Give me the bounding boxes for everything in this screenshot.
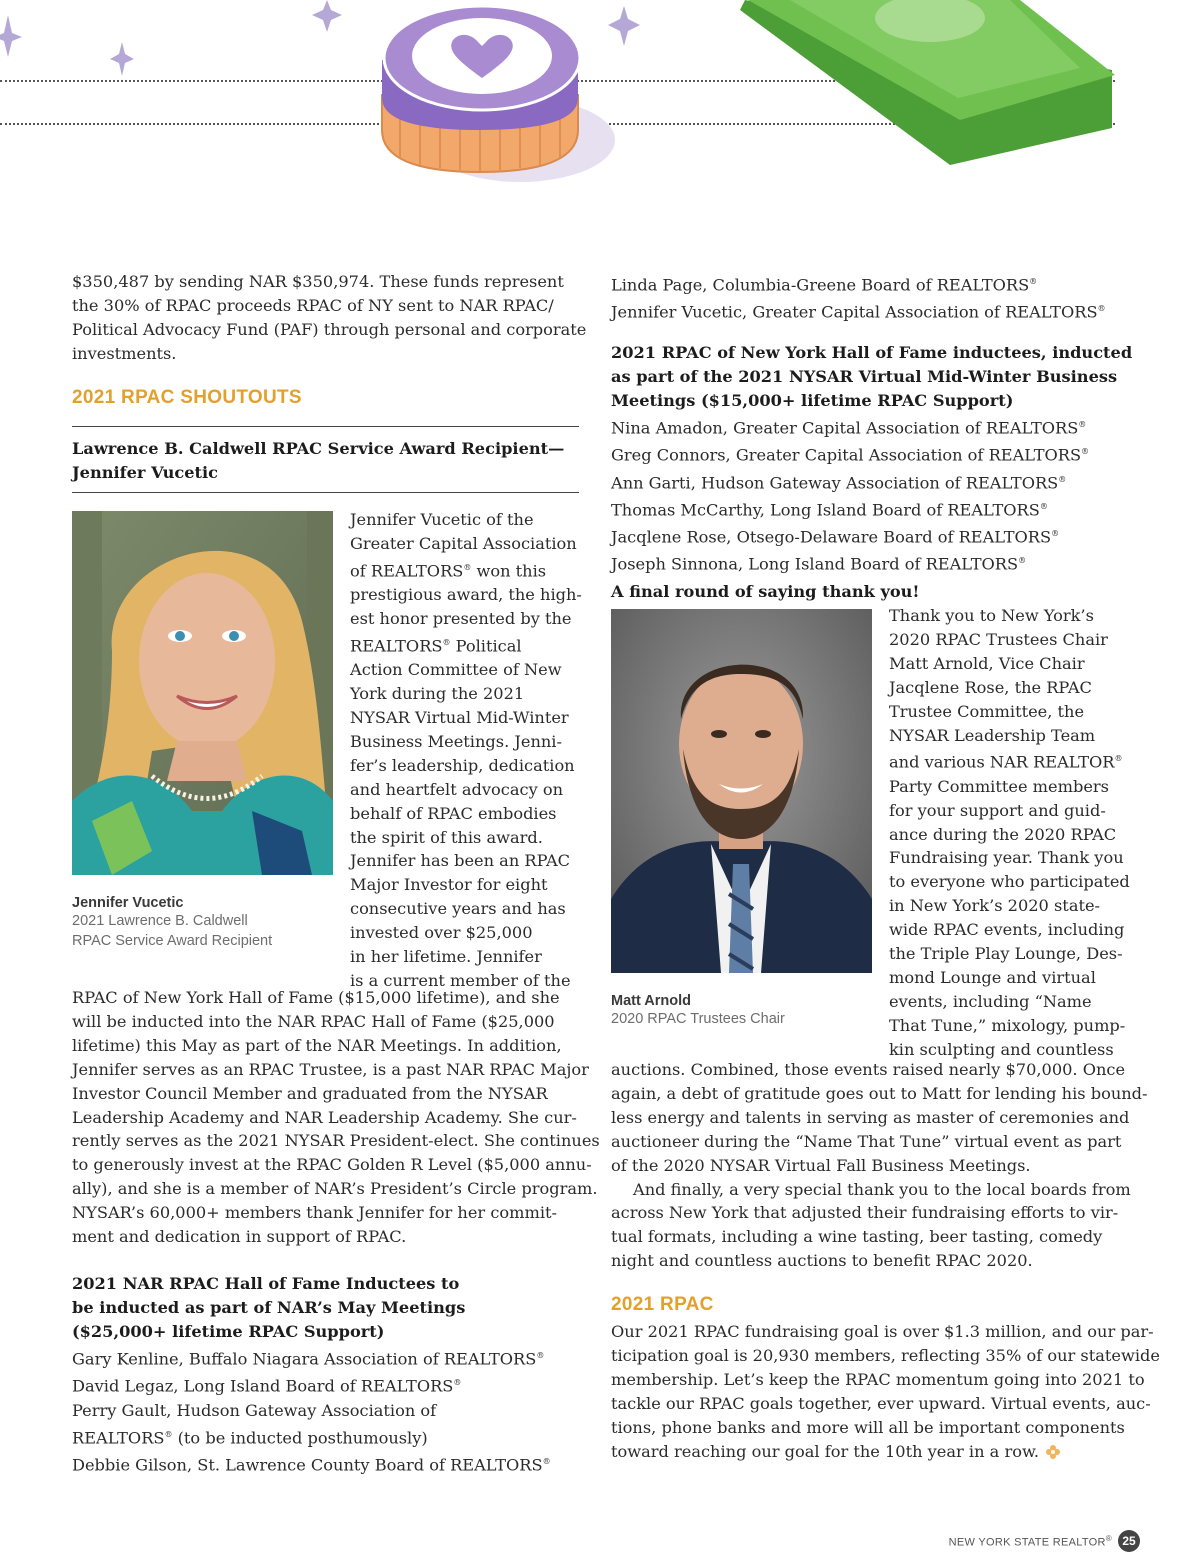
page-footer xyxy=(949,1530,1140,1552)
jennifer-full-text: RPAC of New York Hall of Fame ($15,000 lifetime), and she will be inducted into the NAR RPAC Hall of Fame ($25,000 lifetime) this May as part of the NAR Meetings. In addition, Jennifer serves as an RPAC Trustee, is a past NAR RPAC Major Investor Council Member and graduated from the NYSAR Leadership Academy and NAR Leadership Academy. She cur- rently serves as the 2021 NYSAR President-elect. She continues to generously invest at the RPAC Golden R Level ($5,000 annu- ally), and she is a member of NAR’s President’s Circle program. NYSAR’s 60,000+ members thank Jennifer for her commit- ment and dedication in support of RPAC. xyxy=(72,988,600,1247)
sparkle-icon xyxy=(0,15,22,57)
list-item: Greg Connors, Greater Capital Association of REALTORS® xyxy=(611,445,1090,465)
flower-end-mark-icon xyxy=(1046,1445,1060,1459)
list-item: Nina Amadon, Greater Capital Association of REALTORS® xyxy=(611,418,1087,438)
rpac-2021-heading: 2021 RPAC xyxy=(611,1294,714,1315)
nar-hall-of-fame-list xyxy=(72,1344,587,1477)
list-item: Ann Garti, Hudson Gateway Association of REALTORS® xyxy=(611,472,1067,492)
list-item: REALTORS® (to be inducted posthumously) xyxy=(72,1427,428,1447)
jennifer-caption: Jennifer Vucetic 2021 Lawrence B. Caldwell RPAC Service Award Recipient xyxy=(72,895,273,949)
list-item: Jennifer Vucetic, Greater Capital Association of REALTORS® xyxy=(611,302,1106,322)
list-item: Gary Kenline, Buffalo Niagara Association of REALTORS® xyxy=(72,1349,545,1369)
rpac-2021-text: Our 2021 RPAC fundraising goal is over $1.3 million, and our par- ticipation goal is 20,930 members, reflecting 35% of our statewide membership. Let’s keep the RPAC momentum going into 2021 to tackle our RPAC goals together, ever upward. Virtual events, auc- tions, phone banks and more will all be important components toward reaching our goal for the 10th year in a row. xyxy=(611,1322,1160,1461)
jennifer-side-text: Jennifer Vucetic of the Greater Capital Association of REALTORS® won this prestigious award, the high- est honor presented by the REALTORS® Political Action Committee of New York during the 2021 NYSAR Virtual Mid-Winter Business Meetings. Jenni- fer’s leadership, dedication and heartfelt advocacy on behalf of RPAC embodies the spirit of this award. Jennifer has been an RPAC Major Investor for eight consecutive years and has invested over $25,000 in her lifetime. Jennifer is a current member of the xyxy=(350,510,582,990)
shoutouts-heading: 2021 RPAC SHOUTOUTS xyxy=(72,387,302,408)
header-illustration xyxy=(0,0,1200,200)
coin-stack xyxy=(382,6,580,172)
thanks-heading: A final round of saying thank you! xyxy=(611,582,920,601)
thanks-full-text: auctions. Combined, those events raised nearly $70,000. Once again, a debt of gratitude goes out to Matt for lending his bound- less energy and talents in serving as master of ceremonies and auctioneer during the “Name That Tune” virtual event as part of the 2020 NYSAR Virtual Fall Business Meetings. And finally, a very special thank you to the local boards from across New York that adjusted their fundraising efforts to vir- tual formats, including a wine tasting, beer tasting, comedy night and countless auctions to benefit RPAC 2020. xyxy=(611,1060,1148,1271)
list-item: Debbie Gilson, St. Lawrence County Board of REALTORS® xyxy=(72,1455,551,1475)
sparkle-icon xyxy=(110,42,134,76)
section-rule xyxy=(72,492,579,493)
ny-hall-of-fame-list xyxy=(611,413,1131,577)
page-number: 25 xyxy=(1118,1530,1140,1552)
matt-arnold-photo xyxy=(611,609,872,973)
award-title: Lawrence B. Caldwell RPAC Service Award Recipient— Jennifer Vucetic xyxy=(72,439,565,482)
publication-name: NEW YORK STATE REALTOR® xyxy=(948,1533,1112,1549)
thanks-side-text: Thank you to New York’s 2020 RPAC Trustees Chair Matt Arnold, Vice Chair Jacqlene Rose, the RPAC Trustee Committee, the NYSAR Leadership Team and various NAR REALTOR® Party Committee members for your support and guid- ance during the 2020 RPAC Fundraising year. Thank you to everyone who participated in New York’s 2020 state- wide RPAC events, including the Triple Play Lounge, Des- mond Lounge and virtual events, including “Name That Tune,” mixology, pump- kin sculpting and countless xyxy=(889,606,1130,1059)
jennifer-vucetic-photo xyxy=(72,511,333,875)
list-item: Joseph Sinnona, Long Island Board of REALTORS® xyxy=(611,554,1027,574)
ny-hall-of-fame-heading: 2021 RPAC of New York Hall of Fame inductees, inducted as part of the 2021 NYSAR Virtual Mid-Winter Business Meetings ($15,000+ lifetime RPAC Support) xyxy=(611,343,1133,410)
section-rule xyxy=(72,426,579,427)
list-item: Jacqlene Rose, Otsego-Delaware Board of REALTORS® xyxy=(611,527,1060,547)
nar-hall-of-fame-heading: 2021 NAR RPAC Hall of Fame Inductees to be inducted as part of NAR’s May Meetings ($25,000+ lifetime RPAC Support) xyxy=(72,1274,466,1341)
list-item: Linda Page, Columbia-Greene Board of REALTORS® xyxy=(611,275,1038,295)
list-item: Thomas McCarthy, Long Island Board of REALTORS® xyxy=(611,500,1048,520)
list-item: Perry Gault, Hudson Gateway Association of xyxy=(72,1400,437,1420)
sparkle-icon xyxy=(608,6,640,46)
matt-caption: Matt Arnold 2020 RPAC Trustees Chair xyxy=(611,993,785,1027)
sparkle-icon xyxy=(312,0,342,32)
intro-paragraph: $350,487 by sending NAR $350,974. These funds represent the 30% of RPAC proceeds RPAC of NY sent to NAR RPAC/ Political Advocacy Fund (PAF) through personal and corporate investments. xyxy=(72,272,587,363)
money-bill-stack xyxy=(740,0,1115,165)
list-item: David Legaz, Long Island Board of REALTORS® xyxy=(72,1376,462,1396)
right-top-list xyxy=(611,270,1131,325)
